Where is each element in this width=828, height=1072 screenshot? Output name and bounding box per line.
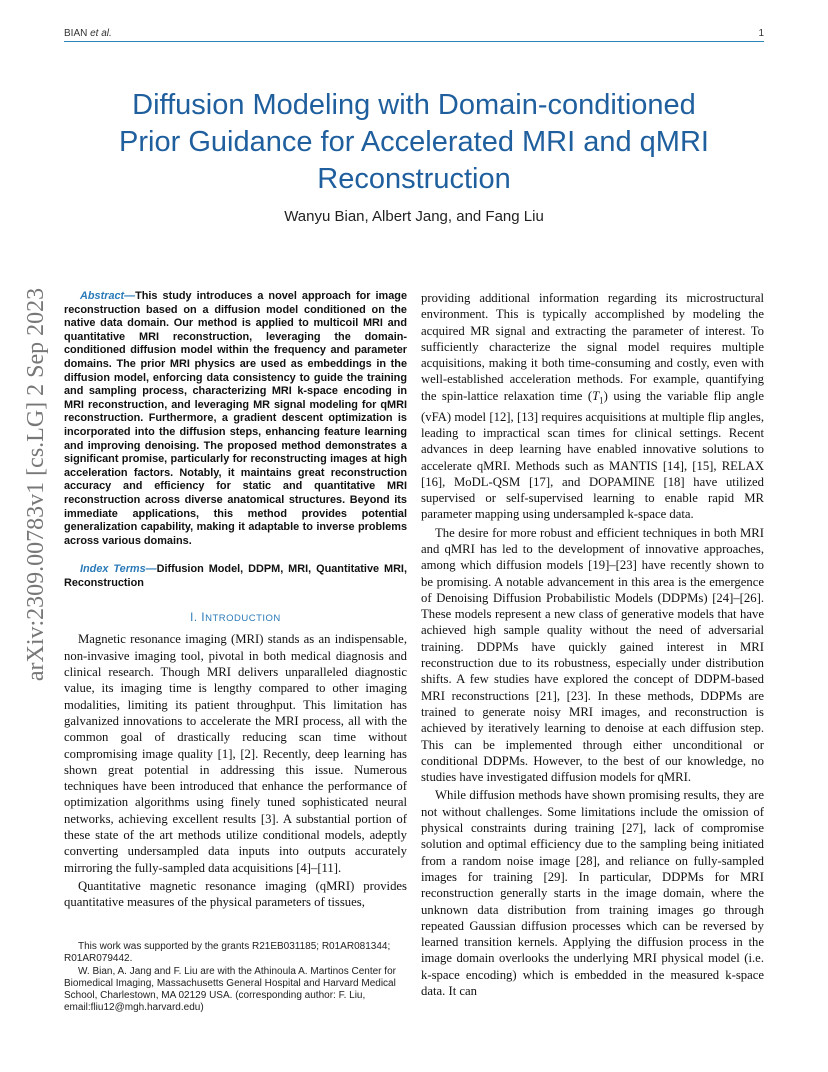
index-terms-label: Index Terms— (80, 563, 157, 576)
funding-footnote: This work was supported by the grants R21EB031185; R01AR081344; R01AR079442. (64, 941, 391, 965)
abstract-text: This study introduces a novel approach for image reconstruction based on a diffusion model conditioned on the native data domain. Our method is applied to multicoil MRI and quantitative MRI reconstruction, leveraging the domain-conditioned diffusion model within the frequency and parameter domains. The prior MRI physics are used as embeddings in the diffusion model, enforcing data consistency to guide the training and sampling process, characterizing MRI k-space encoding in MRI reconstruction, and leveraging MR signal modeling for qMRI reconstruction. Furthermore, a gradient descent optimization is incorporated into the diffusion steps, enhancing feature learning and improving denoising. The proposed method demonstrates a significant promise, particularly for reconstructing images at high acceleration factors. Notably, it maintains great reconstruction accuracy and efficiency for static and quantitative MRI reconstruction across diverse anatomical structures. Beyond its immediate applications, this method provides potential generalization capability, making it adaptable to inverse problems across various domains. (64, 290, 407, 547)
right-column (421, 290, 764, 999)
abstract-label: Abstract— (80, 290, 136, 302)
arxiv-stamp (12, 287, 62, 681)
running-header-author: BIAN (64, 28, 88, 39)
section-title: INTRODUCTION (201, 610, 281, 625)
index-terms-text: Diffusion Model, DDPM, MRI, Quantitative MRI, Reconstruction (64, 563, 407, 589)
section-number: I. (190, 612, 198, 625)
qmri-paragraph-continued (421, 290, 764, 523)
challenges-paragraph: While diffusion methods have shown promising results, they are not without challenges. Some limitations include the omission of physical constraints during training [27], lack of compromise solution and optimal efficiency due to the sampling being initiated from a random noise image [28], and reliance on fully-sampled images for training [29]. In particular, DDPMs for MRI reconstruction generally starts in the image domain, where the unknown data distribution from training images go through repeated Gaussian diffusion processes which can be reversed by learned transition kernels. Applying the diffusion process in the image domain overlooks the underlying MRI physical model (i.e. k-space encoding) which is embedded in the measured k-space data. It can (421, 788, 764, 998)
qmri-text-after-t1: ) using the variable flip angle (vFA) model [12], [13] requires acquisitions at multiple flip angles, leading to impractical scan times for clinical settings. Recent advances in deep learning have enabled innovative solutions to accelerate qMRI. Methods such as MANTIS [14], [15], RELAX [16], MoDL-QSM [17], and DOPAMINE [18] have utilized supervised or self-supervised learning to enable rapid MR parameter mapping using undersampled k-space data. (421, 388, 765, 522)
running-header-authors (64, 28, 112, 39)
section-heading (64, 610, 407, 624)
t1-subscript: 1 (599, 395, 604, 406)
intro-paragraph-1: Magnetic resonance imaging (MRI) stands as an indispensable, non-invasive imaging tool, pivotal in both medical diagnosis and clinical research. Though MRI delivers unparalleled diagnostic value, its imaging time is lengthy compared to other imaging modalities, limiting its patient throughput. This limitation has galvanized innovations to accelerate the MRI process, all with the common goal of drastically reducing scan time without compromising image quality [1], [2]. Recently, deep learning has shown great potential in addressing this issue. Numerous techniques have been introduced that enhance the performance of optimization algorithms using finely tuned sophisticated neural networks, achieving excellent results [3]. A substantial portion of these state of the art methods utilize conditional models, adeptly converting undersampled data inputs into outputs accurately mirroring the fully-sampled data acquisitions [4]–[11]. (64, 632, 407, 875)
left-column (64, 290, 407, 911)
index-terms (64, 563, 407, 590)
footnotes (64, 941, 407, 1015)
page-number: 1 (758, 28, 764, 39)
paper-title: Diffusion Modeling with Domain-conditioned Prior Guidance for Accelerated MRI and qMRI Reconstruction (119, 89, 709, 195)
diffusion-paragraph: The desire for more robust and efficient techniques in both MRI and qMRI has led to the development of innovative approaches, among which diffusion models [19]–[23] have recently shown to be promising. A notable advancement in this area is the emergence of Denoising Diffusion Probabilistic Models (DDPMs) [24]–[26]. These models represent a new class of generative models that have achieved high sample quality without the need of adversarial training. DDPMs have quickly gained interest in MRI reconstruction due to its robustness, especially under distribution shifts. A few studies have explored the concept of DDPM-based MRI reconstructions [21], [23]. In these methods, DDPMs are trained to generate noisy MRI images, and reconstruction is achieved by iteratively learning to denoise at each diffusion step. This can be implemented through either unconditional or conditional DDPMs. However, to the best of our knowledge, no studies have investigated diffusion models for qMRI. (421, 525, 764, 785)
header-rule (64, 41, 764, 42)
qmri-text-before-t1: providing additional information regarding its microstructural environment. This is typically accomplished by modeling the acquired MR signal and extracting the parameter of interest. To sufficiently characterize the signal model requires multiple acquisitions, making it both time-consuming and costly, even with well-established acceleration methods. For example, quantifying the spin-lattice relaxation time ( (421, 291, 764, 403)
intro-paragraph-2: Quantitative magnetic resonance imaging (qMRI) provides quantitative measures of the physical parameters of tissues, (64, 878, 407, 910)
arxiv-identifier: arXiv:2309.00783v1 [cs.LG] 2 Sep 2023 (23, 287, 50, 681)
running-header-etal: et al. (90, 28, 112, 39)
abstract (64, 290, 407, 548)
author-list: Wanyu Bian, Albert Jang, and Fang Liu (284, 208, 544, 225)
affiliation-footnote: W. Bian, A. Jang and F. Liu are with the Athinoula A. Martinos Center for Biomedical Imaging, Massachusetts General Hospital and Harvard Medical School, Charlestown, MA 02129 USA. (corresponding author: F. Liu, email:fliu12@mgh.harvard.edu) (64, 965, 396, 1014)
t1-symbol: T (592, 388, 600, 403)
